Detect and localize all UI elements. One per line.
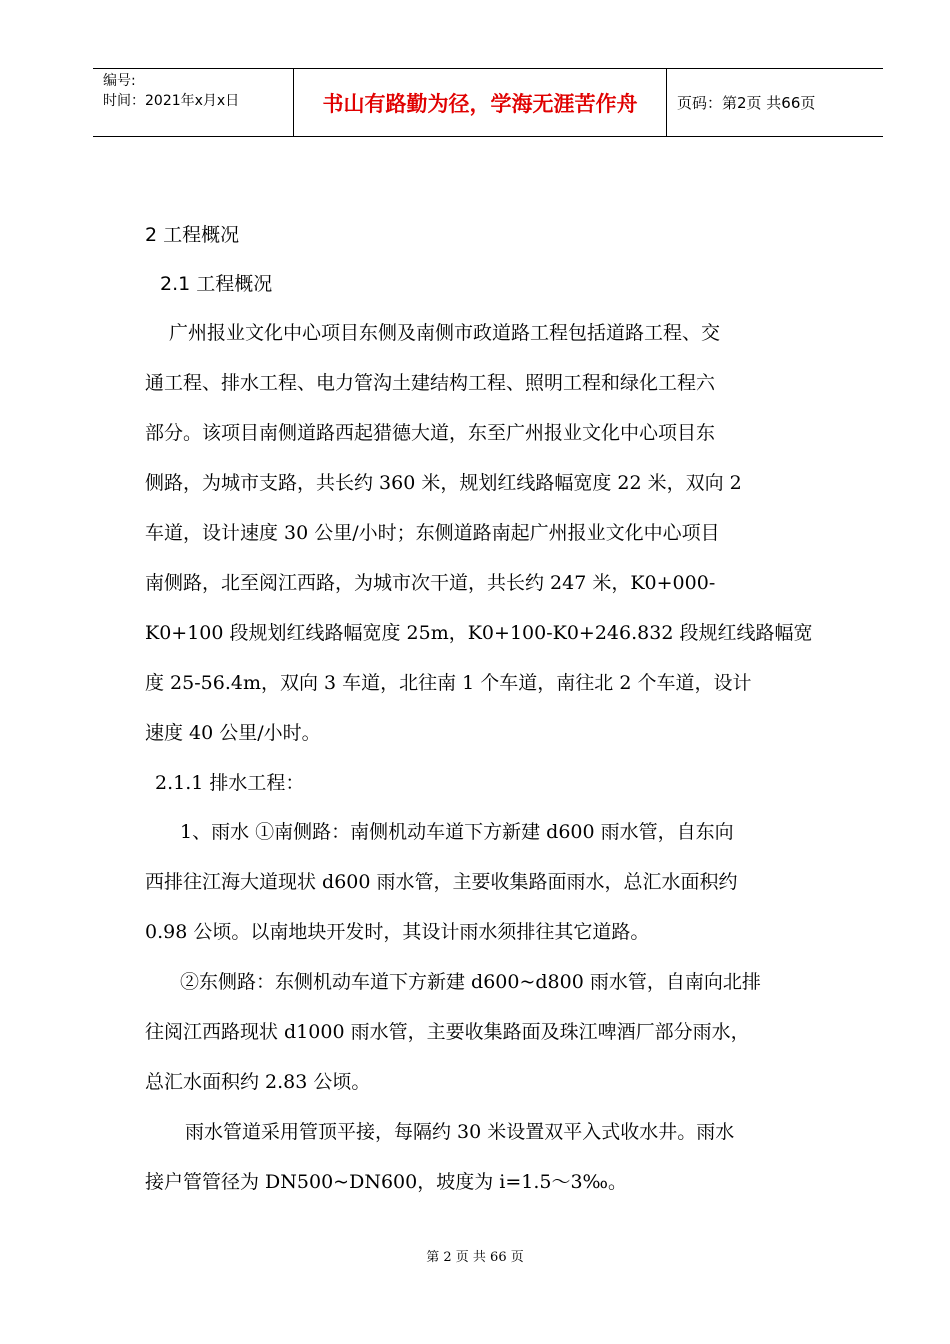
- page-header: [93, 68, 883, 137]
- paragraph-line: 度 25-56.4m，双向 3 车道，北往南 1 个车道，南往北 2 个车道，设计: [145, 672, 752, 694]
- header-page-info: 页码：第2页 共66页: [677, 94, 816, 112]
- paragraph-line: 广州报业文化中心项目东侧及南侧市政道路工程包括道路工程、交: [169, 322, 721, 344]
- paragraph-line: K0+100 段规划红线路幅宽度 25m，K0+100-K0+246.832 段规红线路幅宽: [145, 622, 813, 644]
- paragraph-line: 0.98 公顷。以南地块开发时，其设计雨水须排往其它道路。: [145, 921, 650, 943]
- header-motto: 书山有路勤为径，学海无涯苦作舟: [322, 91, 638, 116]
- paragraph-line: 南侧路，北至阅江西路，为城市次干道，共长约 247 米，K0+000-: [145, 572, 716, 594]
- paragraph-line: 往阅江西路现状 d1000 雨水管，主要收集路面及珠江啤酒厂部分雨水，: [145, 1021, 750, 1043]
- section-heading: 2 工程概况: [145, 224, 240, 246]
- page-footer: 第 2 页 共 66 页: [426, 1250, 524, 1265]
- subsection-heading: 2.1.1 排水工程：: [155, 772, 305, 794]
- paragraph-line: 速度 40 公里/小时。: [145, 722, 321, 744]
- time-label: 时间：2021年x月x日: [103, 93, 240, 109]
- paragraph-line: 车道，设计速度 30 公里/小时；东侧道路南起广州报业文化中心项目: [145, 522, 720, 544]
- paragraph-line: 西排往江海大道现状 d600 雨水管，主要收集路面雨水，总汇水面积约: [145, 871, 738, 893]
- paragraph-line: ②东侧路：东侧机动车道下方新建 d600~d800 雨水管，自南向北排: [180, 971, 761, 993]
- paragraph-line: 接户管管径为 DN500~DN600，坡度为 i=1.5～3‰。: [145, 1171, 628, 1193]
- paragraph-line: 总汇水面积约 2.83 公顷。: [145, 1071, 371, 1093]
- header-meta: [103, 71, 293, 111]
- paragraph-line: 雨水管道采用管顶平接，每隔约 30 米设置双平入式收水井。雨水: [185, 1121, 735, 1143]
- subsection-heading: 2.1 工程概况: [160, 273, 273, 295]
- paragraph-line: 通工程、排水工程、电力管沟土建结构工程、照明工程和绿化工程六: [145, 372, 716, 394]
- paragraph-line: 部分。该项目南侧道路西起猎德大道，东至广州报业文化中心项目东: [145, 422, 716, 444]
- paragraph-line: 侧路，为城市支路，共长约 360 米，规划红线路幅宽度 22 米，双向 2: [145, 472, 742, 494]
- paragraph-line: 1、雨水 ①南侧路：南侧机动车道下方新建 d600 雨水管，自东向: [180, 821, 734, 843]
- code-label: 编号:: [103, 73, 136, 89]
